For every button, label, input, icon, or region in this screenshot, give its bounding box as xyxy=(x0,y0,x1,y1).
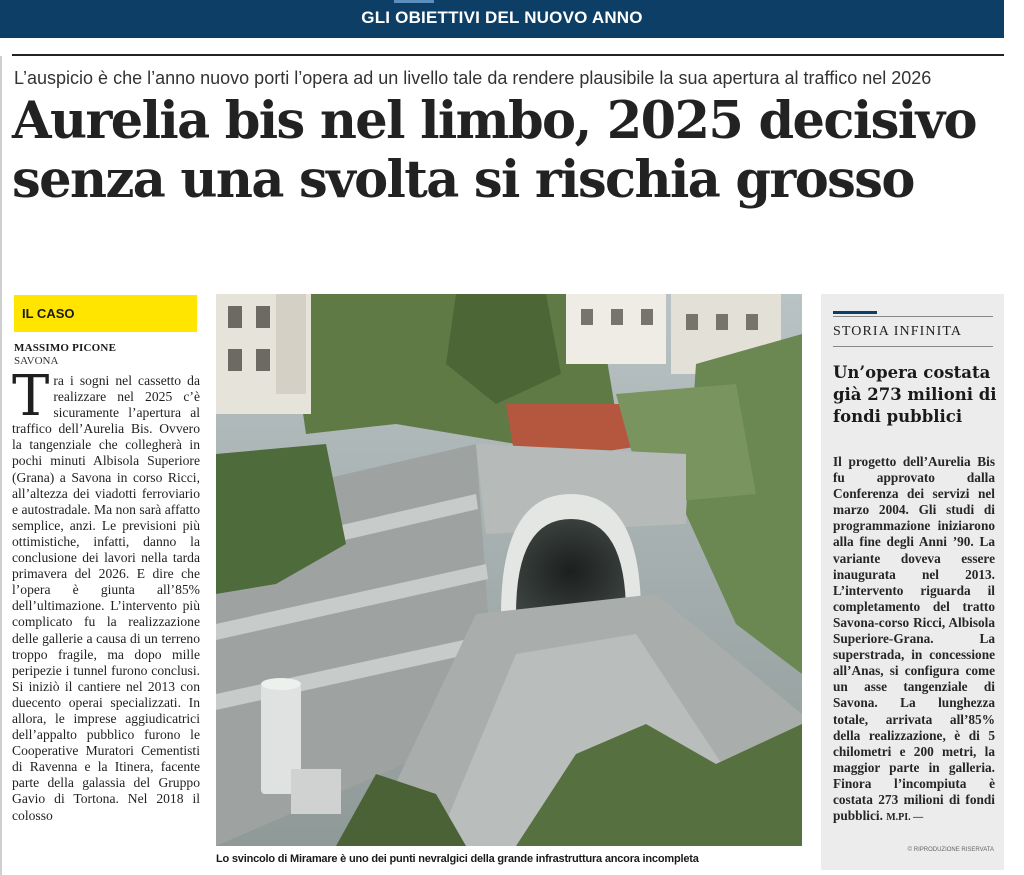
sidebar-kicker: STORIA INFINITA xyxy=(833,324,963,339)
section-header-tab-accent xyxy=(394,0,434,3)
sidebar-accent-bar xyxy=(833,311,877,314)
article-photo xyxy=(216,294,802,846)
sidebar-box xyxy=(821,294,1004,870)
header-rule xyxy=(12,54,1004,56)
article-body xyxy=(12,364,200,824)
sidebar-top-rule xyxy=(833,316,993,317)
headline-line-2: senza una svolta si rischia grosso xyxy=(12,150,914,210)
sidebar-kicker-rule xyxy=(833,346,993,347)
section-label: GLI OBIETTIVI DEL NUOVO ANNO xyxy=(361,8,643,27)
dateline-location: SAVONA xyxy=(14,355,59,367)
page-fold-edge xyxy=(0,56,2,875)
article-headline xyxy=(12,92,1007,210)
sidebar-body xyxy=(833,454,995,826)
tunnel-construction-photo xyxy=(216,294,802,846)
article-kicker: L’auspicio è che l’anno nuovo porti l’opera ad un livello tale da rendere plausibile la sua apertura al traffico nel 2026 xyxy=(14,68,932,88)
article-tag-label: IL CASO xyxy=(22,306,75,321)
article-body-text: ra i sogni nel cassetto da realizzare nel 2025 c’è sicuramente l’apertura al traffico dell’Aurelia Bis. Ovvero la tangenziale che collegherà in pochi minuti Albisola Superiore (Grana) a Savona in corso Ricci, all’altezza dei viadotti ferroviario e autostradale. Ma non sarà affatto semplice, anzi. Le previsioni più ottimistiche, infatti, danno la conclusione dei lavori nella tarda primavera del 2026. E dire che l’opera è giunta all’85% dell’ultimazione. L’intervento più complicato fu la realizzazione delle gallerie a causa di un terreno troppo fragile, ma dopo mille peripezie i tunnel furono conclusi. Si iniziò il cantiere nel 2013 con duecento operai specializzati. In allora, le imprese aggiudicatrici dell’appalto pubblico furono le Cooperative Muratori Cementisti di Ravenna e la Itinera, facente parte della galassia del Gruppo Gavio di Tortona. Nel 2018 il colosso xyxy=(12,373,200,823)
sidebar-body-text: Il progetto dell’Aurelia Bis fu approvato dalla Conferenza dei servizi nel marzo 2004. Gli studi di programmazione iniziarono alla fine degli Anni ’90. La variante doveva essere inaugurata nel 2013. L’intervento riguarda il completamento del tratto Savona-corso Ricci, Albisola Superiore-Grana. La superstrada, in concessione all’Anas, si configura come un asse tangenziale di Savona. La lunghezza totale, arrivata all’85% della realizzazione, è di 5 chilometri e 200 metri, la maggior parte in galleria. Finora l’incompiuta è costata 273 milioni di fondi pubblici. xyxy=(833,454,995,824)
photo-caption: Lo svincolo di Miramare è uno dei punti nevralgici della grande infrastruttura ancora incompleta xyxy=(216,853,699,865)
sidebar-title: Un’opera costata già 273 milioni di fondi pubblici xyxy=(833,363,997,426)
section-header-bar xyxy=(0,0,1004,38)
article-tag-badge xyxy=(14,295,197,332)
drop-cap: T xyxy=(12,364,50,429)
copyright-notice: © RIPRODUZIONE RISERVATA xyxy=(907,847,994,853)
sidebar-signature: M.PI. — xyxy=(886,812,924,824)
headline-line-1: Aurelia bis nel limbo, 2025 decisivo xyxy=(12,91,976,151)
author-byline: MASSIMO PICONE xyxy=(14,342,117,354)
